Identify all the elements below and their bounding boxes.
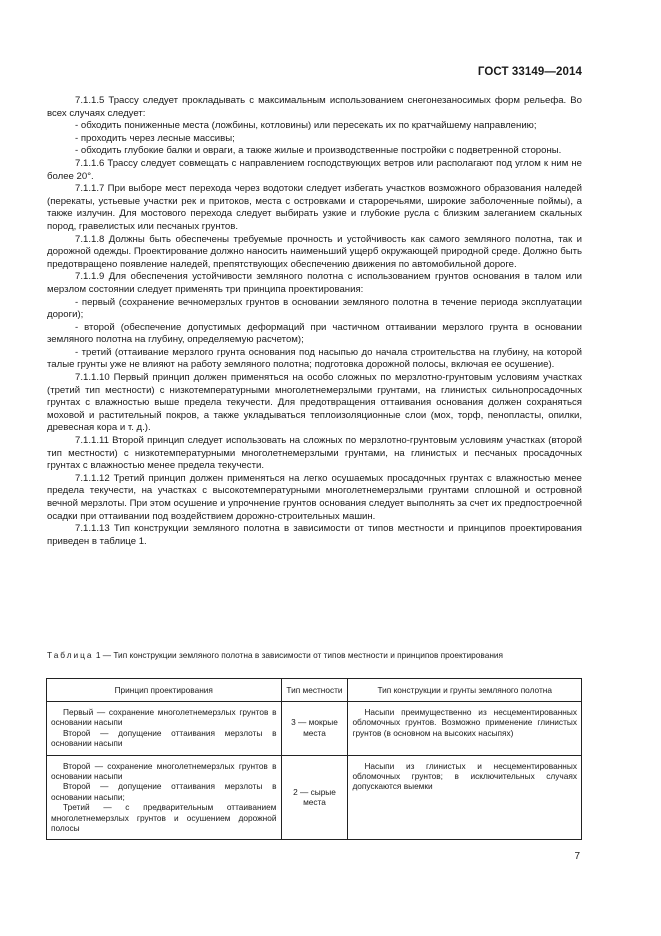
paragraph: 7.1.1.9 Для обеспечения устойчивости земляного полотна с использованием грунтов основания в талом или мерзлом состоянии следует применять три принципа проектирования: [47, 271, 582, 295]
paragraph: 7.1.1.5 Трассу следует прокладывать с максимальным использованием снегонезаносимых форм рельефа. Во всех случаях следует: [47, 95, 582, 119]
paragraph: 7.1.1.13 Тип конструкции земляного полотна в зависимости от типов местности и принципов проектирования приведен в таблице 1. [47, 523, 582, 547]
paragraph: 7.1.1.12 Третий принцип должен применяться на легко осушаемых просадочных грунтах с влажностью менее предела текучести, на участках с высокотемпературными многолетнемерзлыми грунтами сплошной и островной вечной мерзлоты. При этом осушение и упрочнение грунтов основания следует выполнять за счет их предпостроечной осадки при оттаивании под воздействием дорожно-строительных машин. [47, 472, 582, 522]
cell-terrain: 2 — сырые места [281, 755, 348, 840]
design-principles-table [46, 678, 582, 840]
list-item: - проходить через лесные массивы; [75, 132, 235, 144]
table-header-row [47, 679, 582, 702]
paragraph: 7.1.1.10 Первый принцип должен применяться на особо сложных по мерзлотно-грунтовым условиям участках (третий тип местности) с низкотемпературными многолетнемерзлыми грунтами, на глинистых сильнопросадочных грунтах с влажностью выше предела текучести. Для предотвращения оттаивания основания должен сохраняться моховой и растительный покров, а также укладываться теплоизоляционные слои (мох, торф, пенопласты, опилки, древесная кора и т. д.). [47, 372, 582, 434]
construction-text: Насыпи преимущественно из несцементированных обломочных грунтов. Возможно применение глинистых грунтов (в основном на высоких насыпях) [352, 707, 577, 738]
header-principle: Принцип проектирования [47, 679, 282, 702]
principle-line: Второй — сохранение многолетнемерзлых грунтов в основании насыпи [51, 760, 277, 782]
cell-principle [47, 702, 282, 756]
header-terrain: Тип местности [281, 679, 348, 702]
paragraph: 7.1.1.8 Должны быть обеспечены требуемые прочность и устойчивость как самого земляного полотна, так и дорожной одежды. Проектирование должно наносить наименьший ущерб окружающей природной среде. Должно быть предотвращено появление наледей, препятствующих обеспечению движения по автомобильной дороге. [47, 233, 582, 270]
document-id: ГОСТ 33149—2014 [477, 66, 582, 78]
cell-construction [348, 702, 582, 756]
principle-line: Второй — допущение оттаивания мерзлоты в основании насыпи [51, 727, 277, 749]
page-number: 7 [574, 851, 580, 862]
table-row [47, 702, 582, 756]
paragraph: 7.1.1.11 Второй принцип следует использовать на сложных по мерзлотно-грунтовым условиям участках (второй тип местности) с низкотемпературными многолетнемерзлыми грунтами, на глинистых и песчаных просадочных грунтах с влажностью менее предела текучести. [47, 435, 582, 472]
body-text [47, 95, 582, 548]
table-caption-text: 1 — Тип конструкции земляного полотна в зависимости от типов местности и принципов проектирования [93, 650, 504, 660]
cell-principle [47, 755, 282, 840]
list-item: - обходить глубокие балки и овраги, а также жилые и производственные постройки с подветренной стороны. [75, 145, 562, 157]
construction-text: Насыпи из глинистых и несцементированных обломочных грунтов; в исключительных случаях допускаются выемки [352, 760, 577, 792]
principle-line: Второй — допущение оттаивания мерзлоты в основании насыпи; [51, 781, 277, 802]
list-item: - третий (оттаивание мерзлого грунта основания под насыпью до начала строительства на глубину, на которой талые грунты уже не влияют на работу земляного полотна; подготовка дорожной полосы, включая ее осушение). [47, 346, 582, 371]
list-item: - первый (сохранение вечномерзлых грунтов в основании земляного полотна в течение периода эксплуатации дороги); [47, 296, 582, 321]
principle-line: Первый — сохранение многолетнемерзлых грунтов в основании насыпи [51, 707, 277, 728]
principle-line: Третий — с предварительным оттаиванием многолетнемерзлых грунтов и осушением дорожной полосы [51, 802, 277, 834]
cell-terrain: 3 — мокрые места [281, 702, 348, 756]
cell-construction [348, 755, 582, 840]
paragraph: 7.1.1.6 Трассу следует совмещать с направлением господствующих ветров или располагают под углом к ним не более 20°. [47, 157, 582, 182]
table-row [47, 755, 582, 840]
table-caption [47, 650, 582, 661]
list-item: - обходить пониженные места (ложбины, котловины) или пересекать их по кратчайшему направлению; [75, 120, 537, 132]
header-construction: Тип конструкции и грунты земляного полотна [348, 679, 582, 702]
table-caption-label: Таблица [47, 650, 94, 660]
list-item: - второй (обеспечение допустимых деформаций при частичном оттаивании мерзлого грунта в основании земляного полотна на глубину, определяемую расчетом); [47, 321, 582, 346]
paragraph: 7.1.1.7 При выборе мест перехода через водотоки следует избегать участков возможного образования наледей (перекаты, устьевые участки рек и притоков, места с островками и староречьями, широкие заболоченные поймы), а также излучин. Для мостового перехода следует выбирать узкие и глубокие русла с близким залеганием скальных пород, гравелистых или песчаных грунтов. [47, 183, 582, 232]
